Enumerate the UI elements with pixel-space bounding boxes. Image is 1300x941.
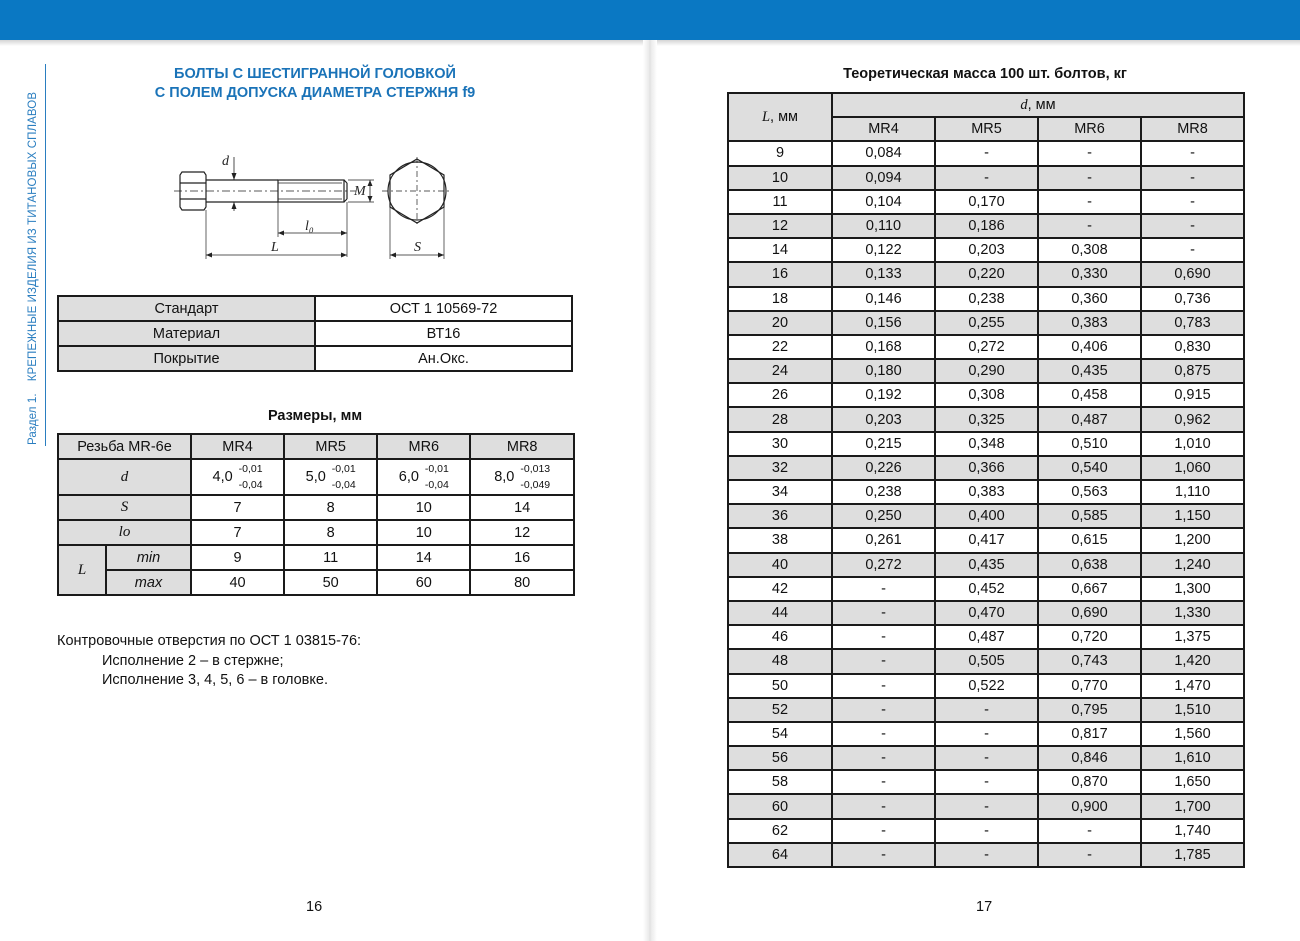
mass-cell: 0,226	[832, 456, 935, 480]
mass-cell: -	[1038, 214, 1141, 238]
table-row	[728, 311, 1244, 335]
mass-cell: -	[832, 794, 935, 818]
mass-cell: 1,510	[1141, 698, 1244, 722]
mass-cell: -	[935, 698, 1038, 722]
section-side-label	[27, 65, 39, 445]
mass-cell: 0,505	[935, 649, 1038, 673]
thread-label: Резьба MR-6e	[58, 434, 191, 459]
mass-cell: 0,563	[1038, 480, 1141, 504]
table-row	[728, 238, 1244, 262]
page-title	[115, 65, 515, 103]
mass-cell: -	[832, 843, 935, 867]
page-number-left: 16	[306, 899, 323, 915]
size-header: MR6	[1038, 117, 1141, 141]
d-value: 6,0 -0,01 -0,04	[377, 459, 470, 495]
mass-cell: 0,360	[1038, 287, 1141, 311]
mass-table-body	[728, 141, 1244, 867]
length-cell: 32	[728, 456, 832, 480]
mass-cell: 0,186	[935, 214, 1038, 238]
S-value: 10	[377, 495, 470, 520]
mass-cell: 1,700	[1141, 794, 1244, 818]
mass-cell: 0,830	[1141, 335, 1244, 359]
mass-cell: 0,400	[935, 504, 1038, 528]
table-row	[728, 141, 1244, 165]
mass-table	[727, 92, 1245, 868]
d-value: 5,0 -0,01 -0,04	[284, 459, 377, 495]
mass-cell: 0,667	[1038, 577, 1141, 601]
table-row	[728, 262, 1244, 286]
mass-cell: 0,417	[935, 528, 1038, 552]
mass-cell: 1,470	[1141, 674, 1244, 698]
mass-cell: 0,094	[832, 166, 935, 190]
side-rule	[45, 64, 46, 446]
max-label: max	[106, 570, 191, 595]
spec-key: Материал	[58, 321, 315, 346]
table-row	[728, 480, 1244, 504]
bolt-drawing	[170, 145, 460, 265]
label-d: d	[222, 154, 229, 169]
table-row	[728, 553, 1244, 577]
min-label: min	[106, 545, 191, 570]
label-l0: l₀	[305, 219, 314, 234]
length-cell: 26	[728, 383, 832, 407]
mass-cell: -	[935, 722, 1038, 746]
mass-cell: -	[1038, 819, 1141, 843]
section-title: КРЕПЕЖНЫЕ ИЗДЕЛИЯ ИЗ ТИТАНОВЫХ СПЛАВОВ	[27, 91, 39, 382]
table-row	[728, 214, 1244, 238]
mass-cell: 0,203	[935, 238, 1038, 262]
lo-value: 12	[470, 520, 574, 545]
top-banner	[0, 0, 1300, 40]
table-row	[728, 359, 1244, 383]
d-label: d	[58, 459, 191, 495]
mass-cell: -	[832, 722, 935, 746]
spec-value: Ан.Окс.	[315, 346, 572, 371]
table-row	[728, 722, 1244, 746]
table-row	[728, 383, 1244, 407]
locking-holes-note	[57, 632, 361, 691]
mass-cell: -	[935, 166, 1038, 190]
mass-cell: -	[935, 141, 1038, 165]
mass-cell: -	[935, 770, 1038, 794]
mass-cell: 0,585	[1038, 504, 1141, 528]
S-row	[58, 495, 574, 520]
lo-value: 7	[191, 520, 284, 545]
S-value: 7	[191, 495, 284, 520]
mass-cell: 1,610	[1141, 746, 1244, 770]
mass-cell: 0,290	[935, 359, 1038, 383]
mass-cell: 0,220	[935, 262, 1038, 286]
title-line-2: С ПОЛЕМ ДОПУСКА ДИАМЕТРА СТЕРЖНЯ f9	[154, 85, 476, 101]
mass-cell: 0,272	[832, 553, 935, 577]
label-M: M	[354, 184, 366, 199]
mass-cell: -	[832, 625, 935, 649]
mass-cell: 0,383	[935, 480, 1038, 504]
table-row	[728, 674, 1244, 698]
mass-cell: -	[935, 843, 1038, 867]
diameter-header: d, мм	[832, 93, 1244, 117]
mass-cell: -	[1038, 141, 1141, 165]
mass-cell: 0,250	[832, 504, 935, 528]
mass-cell: 0,330	[1038, 262, 1141, 286]
min-value: 14	[377, 545, 470, 570]
max-value: 50	[284, 570, 377, 595]
mass-cell: 0,192	[832, 383, 935, 407]
spec-key: Стандарт	[58, 296, 315, 321]
mass-cell: 0,366	[935, 456, 1038, 480]
mass-cell: 0,522	[935, 674, 1038, 698]
mass-cell: 0,170	[935, 190, 1038, 214]
L-min-row	[58, 545, 574, 570]
table-row	[728, 287, 1244, 311]
mass-cell: 0,215	[832, 432, 935, 456]
mass-cell: 0,104	[832, 190, 935, 214]
max-value: 60	[377, 570, 470, 595]
table-row	[728, 407, 1244, 431]
table-row	[728, 528, 1244, 552]
table-row	[728, 166, 1244, 190]
mass-cell: 1,740	[1141, 819, 1244, 843]
lo-label: lo	[58, 520, 191, 545]
length-cell: 48	[728, 649, 832, 673]
mass-cell: 0,510	[1038, 432, 1141, 456]
mass-cell: 1,375	[1141, 625, 1244, 649]
mass-cell: -	[1038, 843, 1141, 867]
length-cell: 36	[728, 504, 832, 528]
mass-cell: 1,110	[1141, 480, 1244, 504]
mass-cell: 0,870	[1038, 770, 1141, 794]
mass-cell: 0,487	[935, 625, 1038, 649]
mass-cell: -	[832, 746, 935, 770]
section-number: Раздел 1.	[27, 393, 39, 445]
mass-cell: 1,300	[1141, 577, 1244, 601]
mass-cell: 0,383	[1038, 311, 1141, 335]
dims-title: Размеры, мм	[267, 408, 363, 424]
mass-cell: 0,084	[832, 141, 935, 165]
length-cell: 28	[728, 407, 832, 431]
mass-cell: -	[832, 674, 935, 698]
length-cell: 52	[728, 698, 832, 722]
label-L: L	[271, 240, 279, 255]
mass-cell: 0,690	[1038, 601, 1141, 625]
mass-cell: 0,540	[1038, 456, 1141, 480]
mass-cell: -	[832, 649, 935, 673]
mass-cell: 0,156	[832, 311, 935, 335]
table-row	[728, 843, 1244, 867]
mass-cell: 1,010	[1141, 432, 1244, 456]
mass-cell: -	[832, 698, 935, 722]
note-line-2: Исполнение 2 – в стержне;	[102, 652, 284, 669]
mass-cell: 0,110	[832, 214, 935, 238]
length-cell: 12	[728, 214, 832, 238]
mass-cell: 0,962	[1141, 407, 1244, 431]
length-cell: 60	[728, 794, 832, 818]
mass-cell: 0,690	[1141, 262, 1244, 286]
mass-cell: 0,817	[1038, 722, 1141, 746]
mass-cell: 0,146	[832, 287, 935, 311]
mass-cell: 0,736	[1141, 287, 1244, 311]
S-value: 14	[470, 495, 574, 520]
dims-header-row	[58, 434, 574, 459]
mass-cell: 0,122	[832, 238, 935, 262]
spec-row	[58, 346, 572, 371]
mass-cell: 0,458	[1038, 383, 1141, 407]
table-row	[728, 770, 1244, 794]
mass-cell: -	[1141, 141, 1244, 165]
length-cell: 18	[728, 287, 832, 311]
length-cell: 9	[728, 141, 832, 165]
mass-cell: 0,915	[1141, 383, 1244, 407]
mass-cell: 1,420	[1141, 649, 1244, 673]
d-value: 4,0 -0,01 -0,04	[191, 459, 284, 495]
mass-cell: 0,770	[1038, 674, 1141, 698]
L-label: L	[58, 545, 106, 595]
mass-cell: -	[832, 819, 935, 843]
mass-cell: 0,406	[1038, 335, 1141, 359]
mass-cell: -	[935, 746, 1038, 770]
length-cell: 38	[728, 528, 832, 552]
length-cell: 16	[728, 262, 832, 286]
min-value: 11	[284, 545, 377, 570]
mass-cell: -	[1141, 166, 1244, 190]
size-header: MR8	[1141, 117, 1244, 141]
length-cell: 42	[728, 577, 832, 601]
length-cell: 54	[728, 722, 832, 746]
mass-cell: -	[935, 819, 1038, 843]
size-header: MR8	[470, 434, 574, 459]
mass-cell: 0,348	[935, 432, 1038, 456]
mass-cell: 0,261	[832, 528, 935, 552]
lo-value: 10	[377, 520, 470, 545]
S-label: S	[58, 495, 191, 520]
table-row	[728, 456, 1244, 480]
min-value: 9	[191, 545, 284, 570]
mass-cell: 0,325	[935, 407, 1038, 431]
d-value: 8,0 -0,013 -0,049	[470, 459, 574, 495]
mass-cell: 0,846	[1038, 746, 1141, 770]
spec-value: ОСТ 1 10569-72	[315, 296, 572, 321]
table-row	[728, 625, 1244, 649]
length-cell: 14	[728, 238, 832, 262]
table-row	[728, 601, 1244, 625]
mass-cell: 0,238	[832, 480, 935, 504]
mass-cell: 1,150	[1141, 504, 1244, 528]
mass-cell: 0,203	[832, 407, 935, 431]
spec-table	[57, 295, 573, 372]
length-cell: 62	[728, 819, 832, 843]
mass-cell: 1,560	[1141, 722, 1244, 746]
length-cell: 46	[728, 625, 832, 649]
mass-cell: 0,308	[1038, 238, 1141, 262]
length-cell: 40	[728, 553, 832, 577]
mass-cell: 1,785	[1141, 843, 1244, 867]
L-max-row	[58, 570, 574, 595]
length-cell: 10	[728, 166, 832, 190]
length-cell: 30	[728, 432, 832, 456]
mass-cell: 0,435	[935, 553, 1038, 577]
size-header: MR4	[832, 117, 935, 141]
spec-row	[58, 296, 572, 321]
length-cell: 50	[728, 674, 832, 698]
size-header: MR5	[935, 117, 1038, 141]
dims-table	[57, 433, 575, 596]
mass-cell: -	[1141, 214, 1244, 238]
mass-cell: 1,650	[1141, 770, 1244, 794]
mass-cell: 0,795	[1038, 698, 1141, 722]
mass-cell: 0,615	[1038, 528, 1141, 552]
min-value: 16	[470, 545, 574, 570]
table-row	[728, 698, 1244, 722]
table-row	[728, 504, 1244, 528]
page-number-right: 17	[976, 899, 993, 915]
mass-cell: 0,470	[935, 601, 1038, 625]
d-row	[58, 459, 574, 495]
size-header: MR5	[284, 434, 377, 459]
length-header: L, мм	[728, 93, 832, 141]
S-value: 8	[284, 495, 377, 520]
note-line-1: Контровочные отверстия по ОСТ 1 03815-76:	[57, 633, 362, 649]
mass-cell: 0,783	[1141, 311, 1244, 335]
mass-cell: 0,133	[832, 262, 935, 286]
table-row	[728, 649, 1244, 673]
mass-table-title: Теоретическая масса 100 шт. болтов, кг	[843, 66, 1127, 82]
size-header: MR4	[191, 434, 284, 459]
mass-cell: 0,308	[935, 383, 1038, 407]
mass-cell: 0,180	[832, 359, 935, 383]
length-cell: 24	[728, 359, 832, 383]
length-cell: 22	[728, 335, 832, 359]
table-row	[728, 746, 1244, 770]
mass-cell: -	[1038, 190, 1141, 214]
note-line-3: Исполнение 3, 4, 5, 6 – в головке.	[102, 672, 328, 688]
mass-cell: 0,875	[1141, 359, 1244, 383]
title-line-1: БОЛТЫ С ШЕСТИГРАННОЙ ГОЛОВКОЙ	[174, 66, 456, 82]
label-S: S	[414, 240, 421, 255]
mass-cell: 0,435	[1038, 359, 1141, 383]
book-gutter	[643, 40, 657, 941]
mass-cell: 0,487	[1038, 407, 1141, 431]
mass-cell: 0,272	[935, 335, 1038, 359]
spec-value: ВТ16	[315, 321, 572, 346]
mass-cell: 0,168	[832, 335, 935, 359]
mass-cell: -	[1141, 190, 1244, 214]
mass-cell: 1,200	[1141, 528, 1244, 552]
length-cell: 58	[728, 770, 832, 794]
mass-cell: -	[832, 577, 935, 601]
max-value: 80	[470, 570, 574, 595]
mass-cell: 0,238	[935, 287, 1038, 311]
length-cell: 56	[728, 746, 832, 770]
mass-cell: -	[935, 794, 1038, 818]
lo-row	[58, 520, 574, 545]
length-cell: 11	[728, 190, 832, 214]
mass-cell: -	[832, 601, 935, 625]
length-cell: 34	[728, 480, 832, 504]
spec-row	[58, 321, 572, 346]
table-row	[728, 794, 1244, 818]
mass-header-row-1	[728, 93, 1244, 117]
length-cell: 44	[728, 601, 832, 625]
mass-cell: 0,638	[1038, 553, 1141, 577]
lo-value: 8	[284, 520, 377, 545]
mass-cell: 0,255	[935, 311, 1038, 335]
length-cell: 64	[728, 843, 832, 867]
table-row	[728, 819, 1244, 843]
mass-cell: 1,330	[1141, 601, 1244, 625]
size-header: MR6	[377, 434, 470, 459]
mass-cell: 0,900	[1038, 794, 1141, 818]
mass-cell: 0,720	[1038, 625, 1141, 649]
mass-cell: 1,240	[1141, 553, 1244, 577]
table-row	[728, 190, 1244, 214]
table-row	[728, 432, 1244, 456]
length-cell: 20	[728, 311, 832, 335]
mass-cell: -	[1141, 238, 1244, 262]
table-row	[728, 335, 1244, 359]
table-row	[728, 577, 1244, 601]
mass-cell: -	[1038, 166, 1141, 190]
mass-cell: -	[832, 770, 935, 794]
spec-key: Покрытие	[58, 346, 315, 371]
mass-cell: 1,060	[1141, 456, 1244, 480]
mass-cell: 0,452	[935, 577, 1038, 601]
mass-cell: 0,743	[1038, 649, 1141, 673]
max-value: 40	[191, 570, 284, 595]
